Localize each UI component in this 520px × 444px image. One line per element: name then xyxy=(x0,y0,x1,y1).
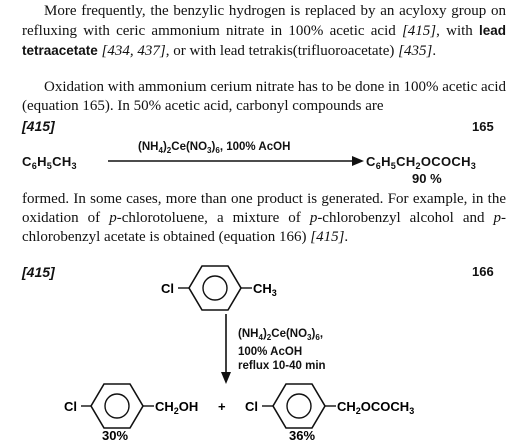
period: . xyxy=(432,43,437,59)
eq166-reagent-solvent: 100% AcOH xyxy=(238,346,303,358)
eq165-reactant: $C_6H_5CH_3$ xyxy=(22,154,77,171)
reference: [435] xyxy=(398,43,433,59)
eq165-reagent: $(NH_4)_2Ce(NO_3)_6$, 100% AcOH xyxy=(138,141,291,155)
chlorine-label: Cl xyxy=(245,399,258,414)
acetoxymethyl-label: $CH_2OCOCH_3$ xyxy=(337,399,415,416)
eq165-yield: 90 % xyxy=(412,171,442,186)
text-line: , or with lead tetrakis(trifluoroacetate) xyxy=(165,43,395,59)
para-prefix: p xyxy=(109,210,117,226)
benzene-ring xyxy=(273,384,325,428)
eq166-reagent: $(NH_4)_2Ce(NO_3)_6$, 100% AcOH reflux 10-40 min xyxy=(238,328,326,372)
eq166-number: 166 xyxy=(472,264,494,279)
eq165-product: $C_6H_5CH_2OCOCH_3$ xyxy=(366,154,477,171)
p-chlorotoluene-structure xyxy=(161,266,277,310)
text-line: -chlorobenzyl acetate is obtained (equation 166) xyxy=(22,210,507,245)
eq166-reference: [415] xyxy=(22,264,55,280)
text-line: with xyxy=(446,23,473,39)
reference: [415] xyxy=(401,23,437,39)
paragraph-acyloxy: More frequently, the benzylic hydrogen is replaced by an acyloxy group on refluxing with ceric ammonium nitrate in 100% acetic acid [415], with lead tetraacetate [434, 437], or with lead tetrakis(trifluoroacetate) [435]. xyxy=(22,3,507,59)
chlorine-label: Cl xyxy=(161,281,174,296)
hydroxymethyl-label: $CH_2OH$ xyxy=(155,399,199,416)
eq165-number: 165 xyxy=(472,119,494,134)
text-line: -chlorobenzyl alcohol xyxy=(317,210,454,226)
yield-alcohol: 30% xyxy=(102,428,129,443)
eq165-arrow xyxy=(108,156,364,166)
text-line: and xyxy=(462,210,494,226)
eq166-arrow xyxy=(221,314,231,384)
yield-acetate: 36% xyxy=(289,428,316,443)
reference: [434, 437] xyxy=(101,43,166,59)
methyl-label: $CH_3$ xyxy=(253,281,277,298)
chlorine-label: Cl xyxy=(64,399,77,414)
eq166-reagent-conditions: reflux 10-40 min xyxy=(238,360,326,372)
text-line: formed. In some cases, more than one product is generated. For example, xyxy=(22,191,468,207)
p-chlorobenzyl-acetate-structure xyxy=(245,384,414,428)
benzene-ring xyxy=(189,266,241,310)
para-prefix: p xyxy=(493,210,502,226)
eq165-reference: [415] xyxy=(22,118,55,134)
text-line: acetic acid (equation 165). In 50% acetic acid, carbonyl compounds are xyxy=(22,79,507,114)
text-line: group on refluxing with ceric ammonium nitrate in 100% acetic acid xyxy=(22,3,506,39)
text-line: in the oxidation of xyxy=(22,191,506,226)
plus-sign: + xyxy=(218,399,226,414)
text-line: -chlorotoluene, a mixture of xyxy=(116,210,310,226)
text-line: More frequently, the benzylic hydrogen is replaced by an acyloxy xyxy=(44,3,447,19)
text-line: Oxidation with ammonium cerium nitrate has to be done in 100% xyxy=(44,79,439,95)
term-lead-tetraacetate: lead tetraacetate xyxy=(22,23,507,58)
reference: [415] xyxy=(310,229,345,245)
p-chlorobenzyl-alcohol-structure xyxy=(64,384,198,428)
period: . xyxy=(344,229,349,245)
benzene-ring xyxy=(91,384,143,428)
para-prefix: p xyxy=(309,210,318,226)
